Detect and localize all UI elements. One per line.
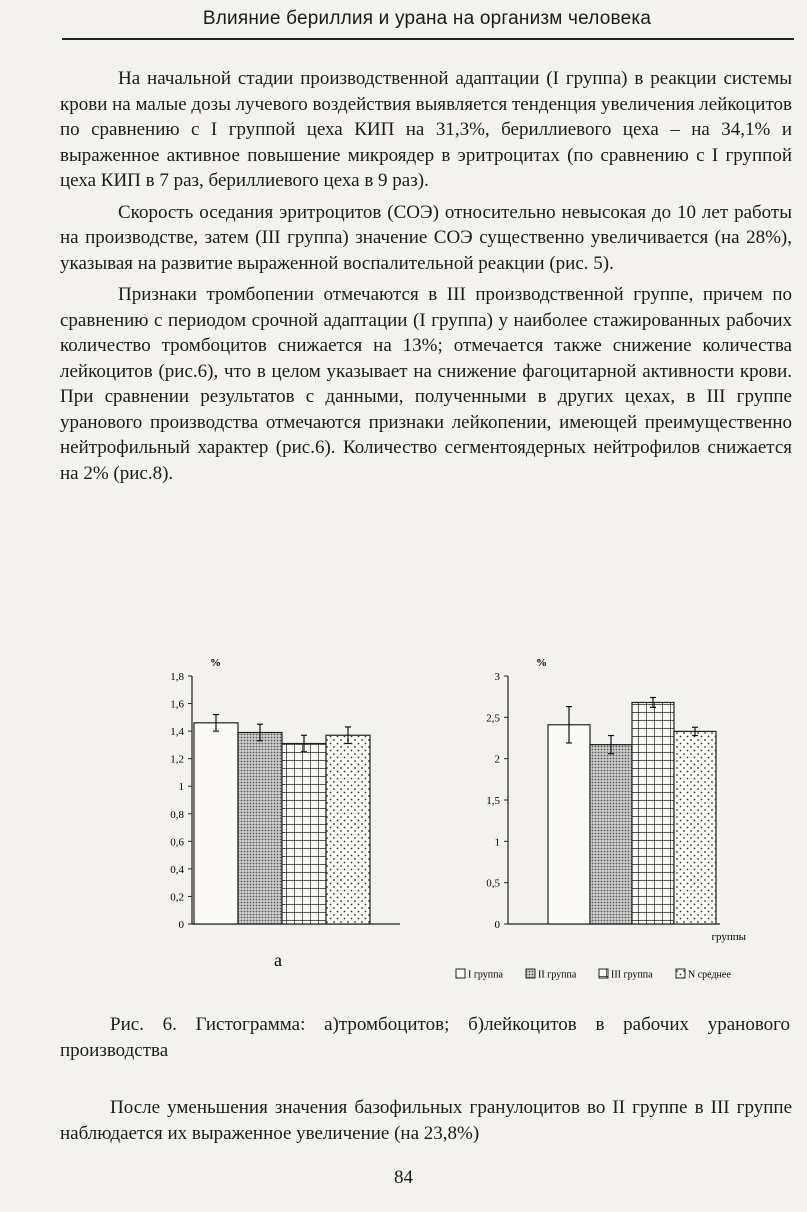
chart-legend [456, 969, 731, 981]
caption-text: Гистограмма: а)тромбоцитов; б)лейкоцитов в рабочих уранового производства [60, 1014, 790, 1061]
histogram-figure [150, 640, 770, 1000]
chart-panel-b [486, 657, 720, 931]
y-tick-label: 0,5 [486, 877, 500, 890]
body-text [60, 66, 792, 492]
y-tick-label: 3 [494, 671, 500, 683]
paragraph: После уменьшения значения базофильных гранулоцитов во II группе в III группе наблюдается их выраженное увеличение (на 23,8%) [60, 1097, 792, 1144]
legend-label: III группа [611, 969, 653, 981]
y-tick-label: 0 [178, 919, 184, 931]
legend-item [599, 969, 653, 981]
paragraph: Скорость оседания эритроцитов (СОЭ) относительно невысокая до 10 лет работы на производстве, затем (III группа) значение СОЭ существенно увеличивается (на 28%), указывая на развитие выраженной воспалительной реакции (рис. 5). [60, 201, 792, 274]
y-tick-label: 0,8 [170, 808, 184, 821]
bar [282, 744, 326, 924]
y-tick-label: 1,6 [170, 698, 184, 711]
figure-6 [150, 640, 770, 1000]
header-rule [62, 38, 794, 40]
body-text-continued [60, 1095, 792, 1147]
legend-label: I группа [468, 969, 503, 981]
y-tick-label: 0,4 [170, 863, 184, 876]
page-number: 84 [394, 1167, 413, 1188]
bar [674, 731, 716, 924]
legend-label: II группа [538, 969, 577, 981]
bar [326, 735, 370, 924]
y-tick-label: 1 [494, 836, 500, 849]
y-tick-label: 1,8 [170, 671, 184, 683]
panel-a-label: а [274, 950, 282, 970]
y-tick-label: 2 [494, 753, 500, 766]
bar [590, 745, 632, 924]
y-tick-label: 2,5 [486, 712, 500, 725]
y-tick-label: 1 [178, 781, 184, 794]
y-tick-label: 1,4 [170, 726, 184, 739]
y-tick-label: 0,6 [170, 836, 184, 849]
paragraph: На начальной стадии производственной адаптации (I группа) в реакции системы крови на малые дозы лучевого воздействия выявляется тенденция увеличения лейкоцитов по сравнению с I группой цеха КИП на 31,3%, бериллиевого цеха – на 34,1% и выраженное активное повышение микроядер в эритроцитах (по сравнению с I группой цеха КИП в 7 раз, бериллиевого цеха в 9 раз). [60, 68, 792, 191]
bar [632, 702, 674, 924]
y-tick-label: 1,5 [486, 795, 500, 807]
figure-caption [60, 1012, 790, 1064]
x-axis-label: группы [711, 931, 746, 943]
y-axis-title: % [210, 657, 221, 669]
running-header: Влияние бериллия и урана на организм человека [202, 8, 652, 29]
legend-item [676, 969, 731, 981]
paragraph: Признаки тромбопении отмечаются в III производственной группе, причем по сравнению с периодом срочной адаптации (I группа) у наиболее стажированных рабочих количество тромбоцитов снижается на 13%; отмечается также снижение количества лейкоцитов (рис.6), что в целом указывает на снижение фагоцитарной активности крови. При сравнении результатов с данными, полученными в других цехах, в III группе уранового производства отмечаются признаки лейкопении, имеющей преимущественно нейтрофильный характер (рис.6). Количество сегментоядерных нейтрофилов снижается на 2% (рис.8). [60, 284, 792, 484]
legend-label: N среднее [688, 969, 731, 981]
caption-label: Рис. 6. [110, 1014, 177, 1035]
y-tick-label: 1,2 [170, 753, 184, 766]
legend-item [456, 969, 504, 981]
bar [238, 732, 282, 924]
chart-panel-a [170, 657, 400, 931]
y-tick-label: 0,2 [170, 891, 184, 904]
bar [194, 723, 238, 924]
bar [548, 725, 590, 924]
legend-item [526, 969, 577, 981]
y-tick-label: 0 [494, 919, 500, 931]
y-axis-title: % [536, 657, 547, 669]
